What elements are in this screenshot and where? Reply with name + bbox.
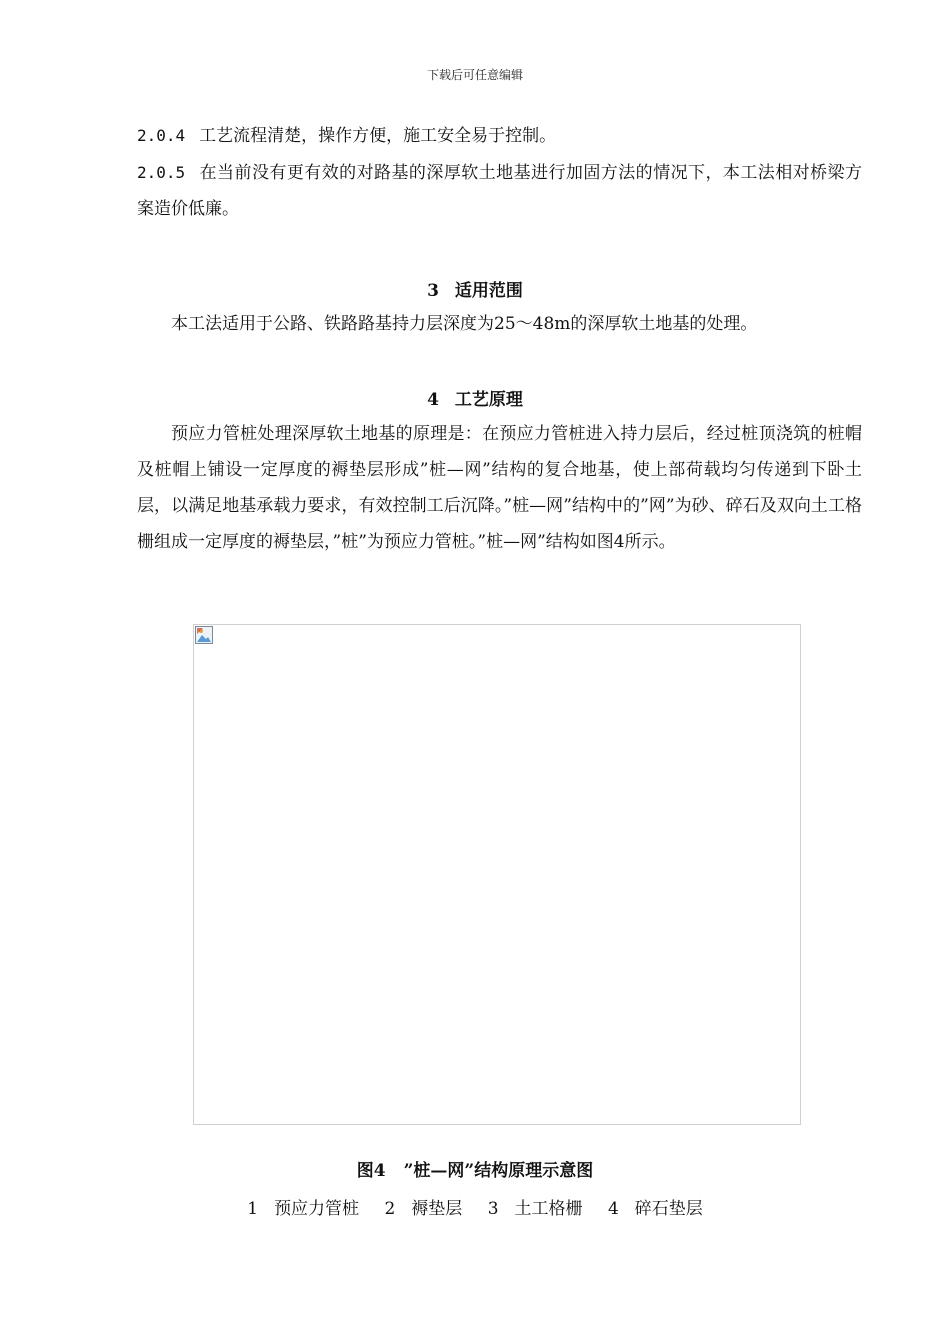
section-number: 4	[427, 390, 439, 410]
figure-label: 图4	[356, 1161, 386, 1181]
figure-caption-text: ”桩—网”结构原理示意图	[403, 1161, 594, 1181]
figure-legend	[0, 1194, 950, 1219]
clause-text: 在当前没有更有效的对路基的深厚软土地基进行加固方法的情况下，本工法相对桥梁方案造价低廉。	[137, 163, 862, 219]
legend-number: 4	[607, 1199, 619, 1219]
section-title: 工艺原理	[454, 390, 523, 410]
figure-caption	[0, 1156, 950, 1181]
section-title: 适用范围	[454, 281, 523, 301]
legend-item	[608, 1194, 703, 1219]
figure-image-placeholder	[193, 624, 801, 1125]
clause-text: 工艺流程清楚，操作方便，施工安全易于控制。	[199, 126, 557, 146]
clause-2-0-5	[137, 155, 862, 227]
section-number: 3	[427, 281, 439, 301]
legend-text: 褥垫层	[411, 1199, 463, 1219]
legend-item	[384, 1194, 462, 1219]
section-principle-body: 预应力管桩处理深厚软土地基的原理是：在预应力管桩进入持力层后，经过桩顶浇筑的桩帽及桩帽上铺设一定厚度的褥垫层形成”桩—网”结构的复合地基，使上部荷载均匀传递到下卧土层，以满足地基承载力要求，有效控制工后沉降。”桩—网”结构中的”网”为砂、碎石及双向土工格栅组成一定厚度的褥垫层，”桩”为预应力管桩。”桩—网”结构如图4所示。	[137, 424, 862, 552]
section-scope-body: 本工法适用于公路、铁路路基持力层深度为25～48m的深厚软土地基的处理。	[171, 314, 758, 334]
legend-number: 2	[384, 1199, 396, 1219]
legend-text: 预应力管桩	[274, 1199, 360, 1219]
legend-item	[488, 1194, 583, 1219]
legend-number: 1	[247, 1199, 259, 1219]
legend-text: 土工格栅	[514, 1199, 583, 1219]
legend-text: 碎石垫层	[634, 1199, 703, 1219]
clause-number: 2.0.5	[137, 163, 186, 182]
legend-number: 3	[487, 1199, 499, 1219]
legend-item	[247, 1194, 359, 1219]
clause-2-0-4	[137, 118, 862, 154]
section-heading-principle	[0, 385, 950, 410]
clause-number: 2.0.4	[137, 126, 186, 145]
page-header-note: 下载后可任意编辑	[426, 68, 523, 82]
broken-image-icon	[195, 626, 213, 644]
section-heading-scope	[0, 276, 950, 301]
